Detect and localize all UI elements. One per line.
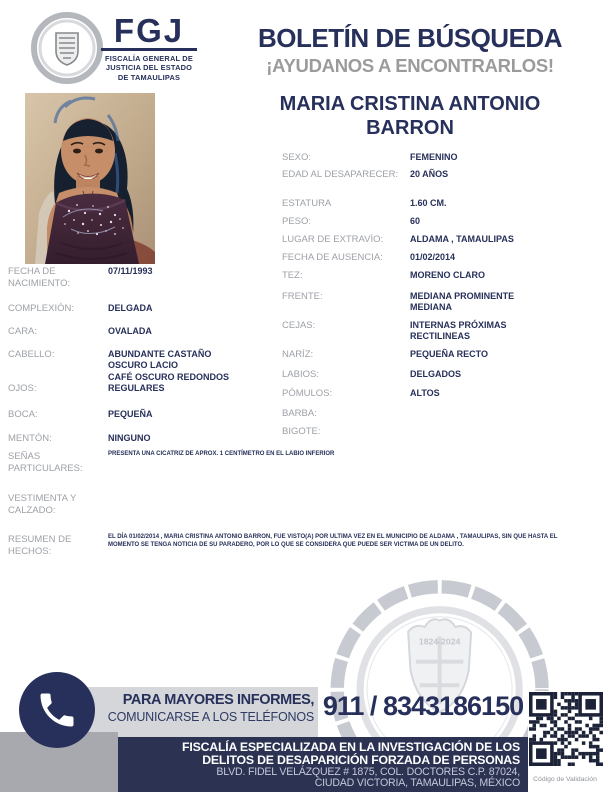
person-name-line1: MARIA CRISTINA ANTONIO <box>279 93 541 115</box>
footer-info-regular: COMUNICARSE A LOS TELÉFONOS <box>107 710 314 724</box>
fgj-seal-icon <box>30 11 104 85</box>
phone-numbers: 911 / 8343186150 <box>322 691 524 721</box>
footer-fiscalia-bar <box>118 737 528 792</box>
fgj-acronym: FGJ <box>101 14 197 51</box>
fiscalia-line1: FISCALÍA ESPECIALIZADA EN LA INVESTIGACIÓN DE LOS <box>182 740 520 754</box>
person-photo <box>25 93 155 264</box>
footer-info-text <box>90 692 314 724</box>
fgj-org-name: FISCALÍA GENERAL DE JUSTICIA DEL ESTADO DE TAMAULIPAS <box>105 54 193 82</box>
person-name-line2: BARRON <box>366 117 454 139</box>
bulletin-header <box>238 25 582 77</box>
qr-code <box>528 691 604 767</box>
bulletin-subtitle: ¡AYUDANOS A ENCONTRARLOS! <box>266 55 554 77</box>
watermark-years: 1824-2024 <box>418 636 461 647</box>
fiscalia-address-line1: BLVD. FIDEL VELÁZQUEZ # 1875, COL. DOCTORES C.P. 87024, <box>216 765 520 778</box>
footer-info-bold: PARA MAYORES INFORMES, <box>122 692 314 708</box>
bulletin-title: BOLETÍN DE BÚSQUEDA <box>258 23 562 53</box>
fiscalia-address-line2: CIUDAD VICTORIA, TAMAULIPAS, MÉXICO <box>314 777 520 789</box>
fgj-logo <box>101 14 197 82</box>
person-name <box>240 92 580 140</box>
phone-icon <box>19 672 95 748</box>
qr-caption: Código de Validación <box>533 776 597 783</box>
bulletin-page: 1824-2024 FGJ FISCALÍA GENERAL DE JUSTICIA DEL ESTADO DE TAMAULIPAS BOLETÍN DE BÚSQUEDA ¡AYUDANOS A ENCONTRARLOS! MARIA CRISTINA ANTONIO BARRON SEXO: FEMENINO EDAD AL DESAPARECER: 20 AÑOS ESTATURA 1.60 CM. PESO: 60 LUGAR DE EXTRAVÌO: ALDAMA , TAMAULIPAS FECHA DE AUSENCIA: 01/02/2014 TEZ: MORENO CLARO FRENTE: MEDIANA PROMINENTE MEDIANA CEJAS: INTERNAS PRÓXIMAS RECTILINEAS NARÍZ: PEQUEÑA RECTO LABIOS: DELGADOS PÓMULOS: ALTOS BARBA: BIGOTE: FECHA DE NACIMIENTO: 07/11/1993 COMPLEXIÓN: DELGADA CARA: OVALADA CABELLO: ABUNDANTE CASTAÑO OSCURO LACIO OJOS: CAFÉ OSCURO REDONDOS REGULARES BOCA: PEQUEÑA MENTÓN: NINGUNO SEÑAS PARTICULARES: PRESENTA UNA CICATRIZ DE APROX. 1 CENTÍMETRO EN EL LABIO INFERIOR VESTIMENTA Y CALZADO: RESUMEN DE HECHOS: EL DÍA 01/02/2014 , MARIA CRISTINA ANTONIO BARRON, FUE VISTO(A) POR ULTIMA VEZ EN EL MUNICIPIO DE ALDAMA , TAMAULIPAS, SIN QUE HASTA EL MOMENTO SE TENGA NOTICIA DE SU PARADERO, POR LO QUE SE CONSIDERA QUE PUEDE SER VICTIMA DE UN DELITO. FISCALÍA ESPECIALIZADA EN LA INVESTIGACIÓN DE LOS DELITOS DE DESAPARICIÓN FORZADA DE PERSONAS BLVD. FIDEL VELÁZQUEZ # 1875, COL. DOCTORES C.P. 87024, CIUDAD VICTORIA, TAMAULIPAS, MÉXICO PARA MAYORES INFORMES, COMUNICARSE A LOS TELÉFONOS 911 / 8343186150 Código de Validación <box>0 0 612 792</box>
fiscalia-line2: DELITOS DE DESAPARICIÓN FORZADA DE PERSONAS <box>202 752 520 767</box>
